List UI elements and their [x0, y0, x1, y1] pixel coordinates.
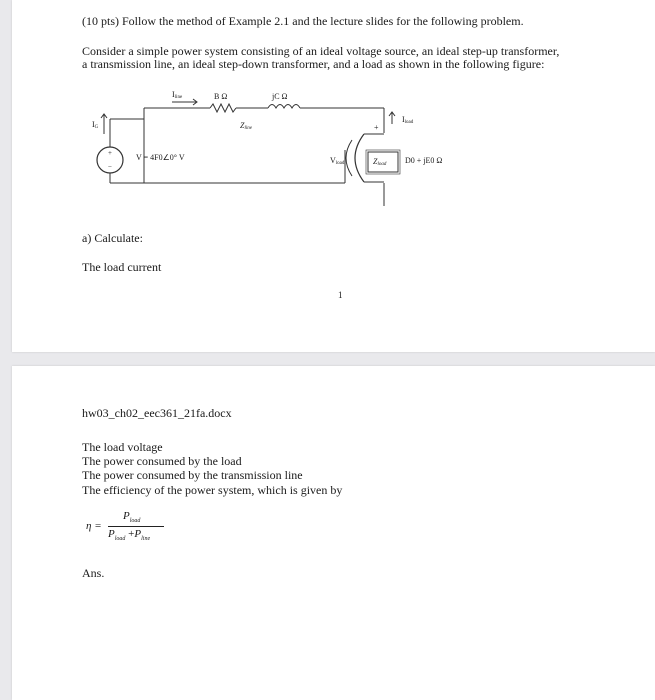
circuit-diagram	[12, 0, 655, 240]
i-line-label: $I_{line}$	[172, 90, 183, 100]
intro-line-2: a transmission line, an ideal step-down transformer, and a load as shown in the following figure:	[82, 57, 545, 71]
plus-sign: +	[374, 123, 379, 132]
problem-heading: (10 pts) Follow the method of Example 2.1 and the lecture slides for the following problem.	[82, 14, 524, 28]
efficiency-equation	[86, 510, 186, 550]
numerator: $P_{load}$	[123, 510, 141, 525]
intro-line-1: Consider a simple power system consisting of an ideal voltage source, an ideal step-up transformer,	[82, 44, 560, 58]
item-line-power: The power consumed by the transmission line	[82, 468, 303, 482]
ans-label: Ans.	[82, 566, 105, 580]
reactance-label: jC Ω	[272, 92, 288, 101]
i-load-label: $I_{load}$	[402, 115, 414, 125]
fraction-bar	[108, 526, 164, 527]
document-page-1	[12, 0, 655, 352]
z-line-label: $Z_{line}$	[240, 121, 252, 131]
item-load-current: The load current	[82, 260, 162, 274]
part-a-label: a) Calculate:	[82, 231, 143, 245]
v-load-label: $V_{load}$	[330, 156, 345, 166]
resistance-label: B Ω	[214, 92, 228, 101]
item-efficiency: The efficiency of the power system, which is given by	[82, 483, 343, 497]
z-load-label: $Z_{load}$	[373, 157, 387, 167]
source-minus: −	[108, 163, 112, 171]
transformer-left-arc-icon	[355, 134, 364, 182]
source-voltage-label: V = 4F0∠0° V	[136, 153, 185, 162]
resistor-icon	[210, 104, 236, 112]
i-g-label: $I_G$	[92, 120, 99, 130]
inductor-icon	[268, 105, 300, 109]
z-load-value: D0 + jE0 Ω	[405, 156, 443, 165]
item-load-voltage: The load voltage	[82, 440, 163, 454]
eta-symbol: η =	[86, 520, 102, 532]
source-plus: +	[108, 149, 112, 157]
filename: hw03_ch02_eec361_21fa.docx	[82, 406, 232, 420]
denominator: $P_{load} +P_{line}$	[108, 528, 151, 543]
page-number: 1	[338, 290, 343, 300]
document-page-2	[12, 366, 655, 700]
item-load-power: The power consumed by the load	[82, 454, 242, 468]
circuit-wires	[12, 0, 655, 240]
